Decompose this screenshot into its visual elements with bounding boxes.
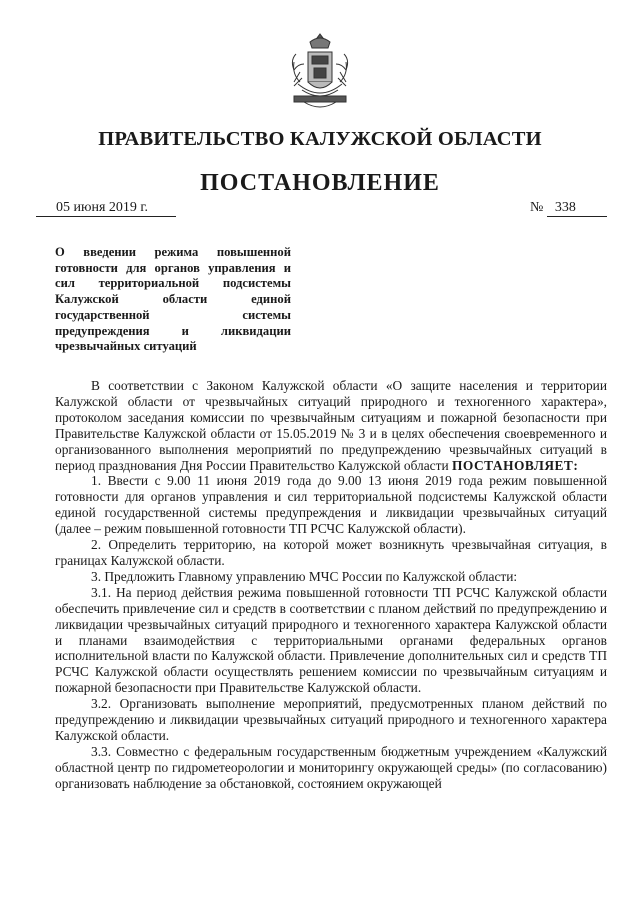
number-value: 338 bbox=[547, 200, 607, 217]
kaluga-coat-of-arms-icon bbox=[290, 32, 350, 110]
number-label: № bbox=[530, 200, 544, 215]
document-number bbox=[530, 200, 607, 217]
item-paragraph: 3. Предложить Главному управлению МЧС России по Калужской области: bbox=[91, 568, 518, 584]
preamble-paragraph bbox=[55, 378, 607, 473]
decree-word: ПОСТАНОВЛЯЕТ: bbox=[452, 457, 579, 473]
preamble-text: В соответствии с Законом Калужской области «О защите населения и территории Калужской области от чрезвычайных ситуаций природного и техногенного характера», протоколом заседания комиссии по чрезвычайным ситуациям и пожарной безопасности при Правительстве Калужской области от 15.05.2019 № 3 и в целях обеспечения своевременного и организованного выполнения мероприятий по предупреждению чрезвычайных ситуаций в период празднования Дня России Правительство Калужской области bbox=[55, 378, 607, 473]
item-paragraph: 3.3. Совместно с федеральным государственным бюджетным учреждением «Калужский областной центр по гидрометеорологии и мониторингу окружающей среды» (по согласованию) организовать наблюдение за обстановкой, состоянием окружающей bbox=[55, 743, 607, 791]
item-paragraph: 3.1. На период действия режима повышенной готовности ТП РСЧС Калужской области обеспечить привлечение сил и средств в соответствии с планом действий по предупреждению и ликвидации чрезвычайных ситуаций природного и техногенного характера Калужской области и планами взаимодействия с территориальными органами федеральных органов исполнительной власти по Калужской области. Привлечение дополнительных сил и средств ТП РСЧС Калужской области осуществлять решением комиссии по чрезвычайным ситуациям и пожарной безопасности при Правительстве Калужской области. bbox=[55, 584, 607, 696]
document-date bbox=[36, 200, 176, 217]
item-paragraph: 2. Определить территорию, на которой может возникнуть чрезвычайная ситуация, в границах Калужской области. bbox=[55, 537, 607, 568]
organization-title: ПРАВИТЕЛЬСТВО КАЛУЖСКОЙ ОБЛАСТИ bbox=[98, 128, 542, 150]
document-subject: О введении режима повышенной готовности для органов управления и сил территориальной подсистемы Калужской области единой государственной системы предупреждения и ликвидации чрезвычайных ситуаций bbox=[55, 245, 291, 354]
date-value: 05 июня 2019 г. bbox=[36, 200, 176, 217]
item-paragraph: 3.2. Организовать выполнение мероприятий, предусмотренных планом действий по предупреждению и ликвидации чрезвычайных ситуаций природного и техногенного характера Калужской области. bbox=[55, 696, 607, 743]
item-paragraph: 1. Ввести с 9.00 11 июня 2019 года до 9.00 13 июня 2019 года режим повышенной готовности для органов управления и сил территориальной подсистемы Калужской области единой государственной системы предупреждения и ликвидации чрезвычайных ситуаций (далее – режим повышенной готовности ТП РСЧС Калужской области). bbox=[55, 473, 607, 537]
document-body bbox=[55, 378, 607, 792]
document-type-title: ПОСТАНОВЛЕНИЕ bbox=[200, 170, 440, 196]
